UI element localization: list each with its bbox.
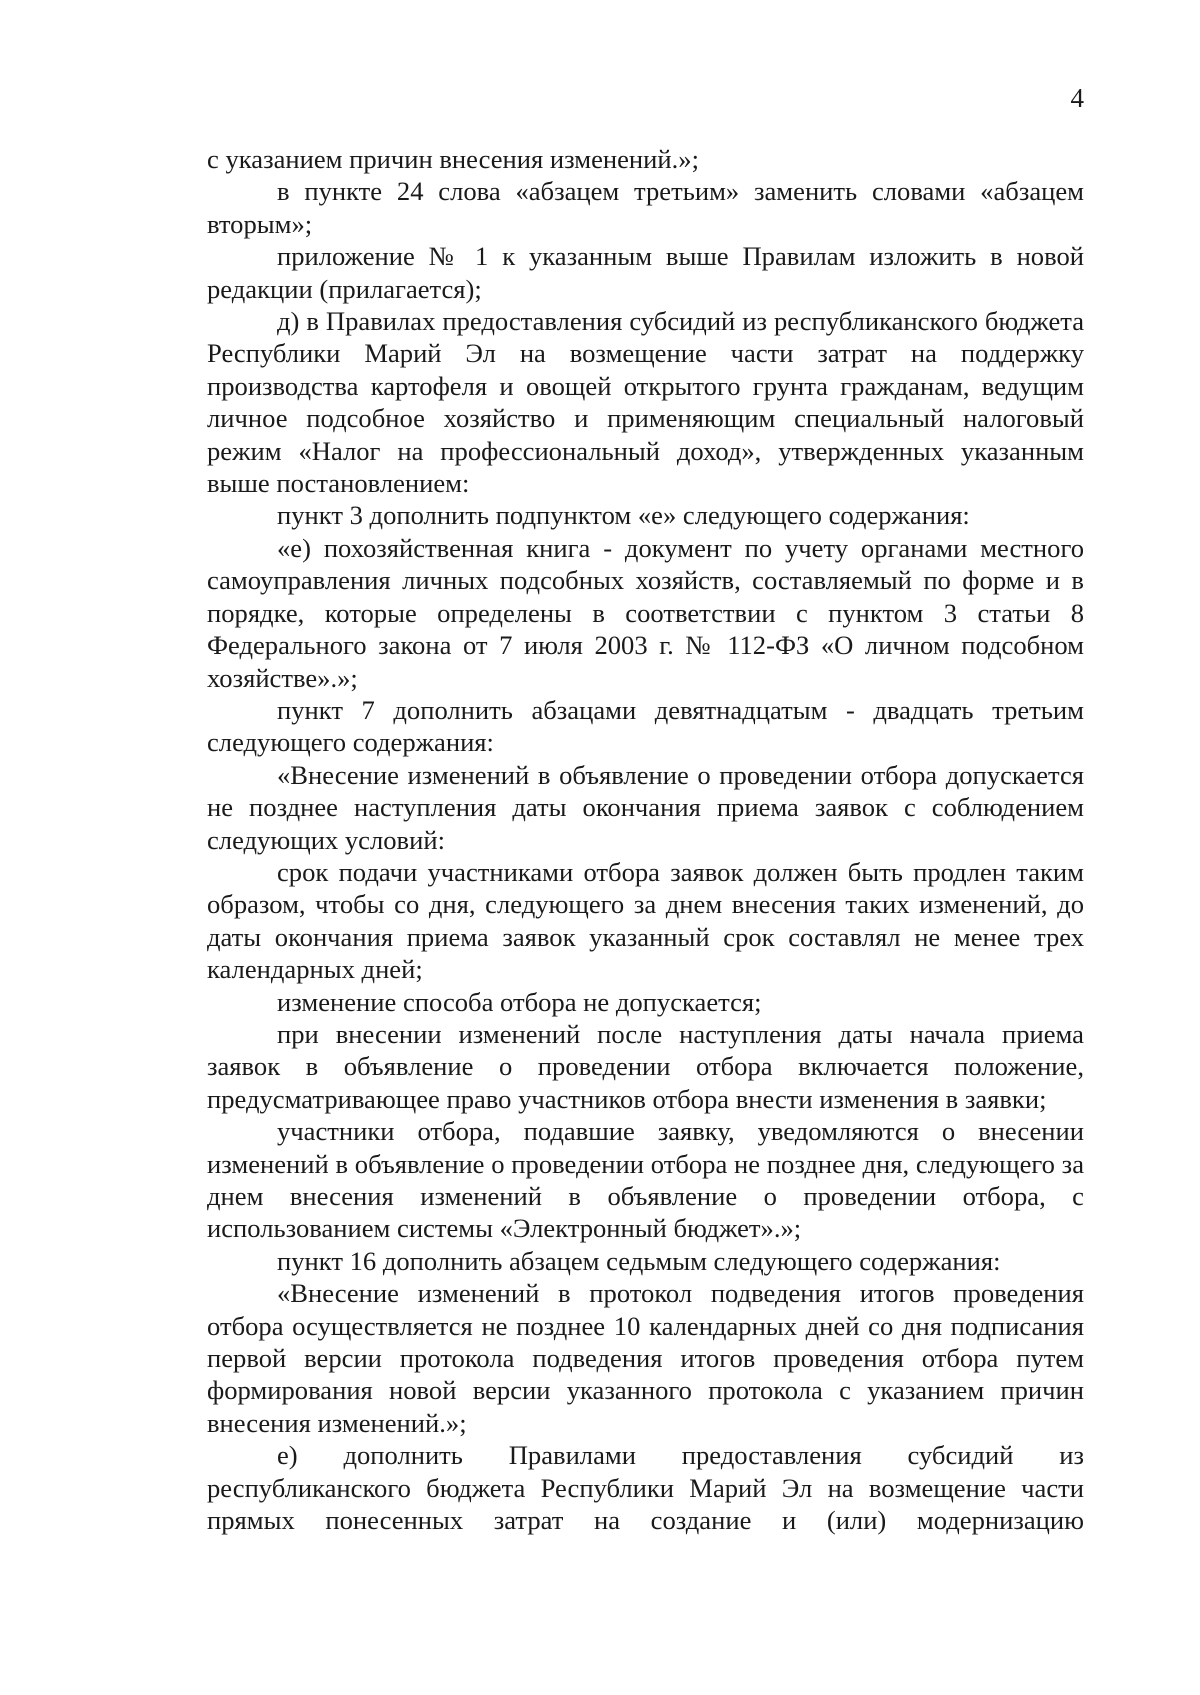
paragraph-11: при внесении изменений после наступления даты начала приема заявок в объявление о проведении отбора включается положение, предусматривающее право участников отбора внести изменения в заявки; [207, 1018, 1084, 1114]
document-body [207, 143, 1084, 1536]
paragraph-4: д) в Правилах предоставления субсидий из республиканского бюджета Республики Марий Эл на возмещение части затрат на поддержку производства картофеля и овощей открытого грунта гражданам, ведущим личное подсобное хозяйство и применяющим специальный налоговый режим «Налог на профессиональный доход», утвержденных указанным выше постановлением: [207, 306, 1084, 499]
paragraph-12: участники отбора, подавшие заявку, уведомляются о внесении изменений в объявление о проведении отбора не позднее дня, следующего за днем внесения изменений в объявление о проведении отбора, с использованием системы «Электронный бюджет».»; [207, 1116, 1084, 1244]
paragraph-3: приложение № 1 к указанным выше Правилам изложить в новой редакции (прилагается); [207, 241, 1084, 304]
paragraph-7: пункт 7 дополнить абзацами девятнадцатым - двадцать третьим следующего содержания: [207, 694, 1084, 758]
paragraph-14: «Внесение изменений в протокол подведения итогов проведения отбора осуществляется не позднее 10 календарных дней со дня подписания первой версии протокола подведения итогов проведения отбора путем формирования новой версии указанного протокола с указанием причин внесения изменений.»; [207, 1278, 1084, 1438]
paragraph-10: изменение способа отбора не допускается; [277, 986, 762, 1017]
paragraph-6: «е) похозяйственная книга - документ по учету органами местного самоуправления личных подсобных хозяйств, составляемый по форме и в порядке, которые определены в соответствии с пунктом 3 статьи 8 Федерального закона от 7 июля 2003 г. № 112-ФЗ «О личном подсобном хозяйстве».»; [207, 532, 1084, 693]
paragraph-15: е) дополнить Правилами предоставления субсидий из республиканского бюджета Республики Марий Эл на возмещение части прямых понесенных затрат на создание и (или) модернизацию [207, 1440, 1084, 1536]
paragraph-13: пункт 16 дополнить абзацем седьмым следующего содержания: [277, 1245, 1001, 1276]
paragraph-9: срок подачи участниками отбора заявок должен быть продлен таким образом, чтобы со дня, следующего за днем внесения таких изменений, до даты окончания приема заявок указанный срок составлял не менее трех календарных дней; [207, 856, 1084, 985]
paragraph-5: пункт 3 дополнить подпунктом «е» следующего содержания: [277, 500, 970, 531]
paragraph-2: в пункте 24 слова «абзацем третьим» заменить словами «абзацем вторым»; [207, 176, 1084, 239]
page-number: 4 [1070, 83, 1084, 113]
paragraph-8: «Внесение изменений в объявление о проведении отбора допускается не позднее наступления даты окончания приема заявок с соблюдением следующих условий: [207, 759, 1084, 855]
paragraph-1: с указанием причин внесения изменений.»; [207, 144, 699, 174]
